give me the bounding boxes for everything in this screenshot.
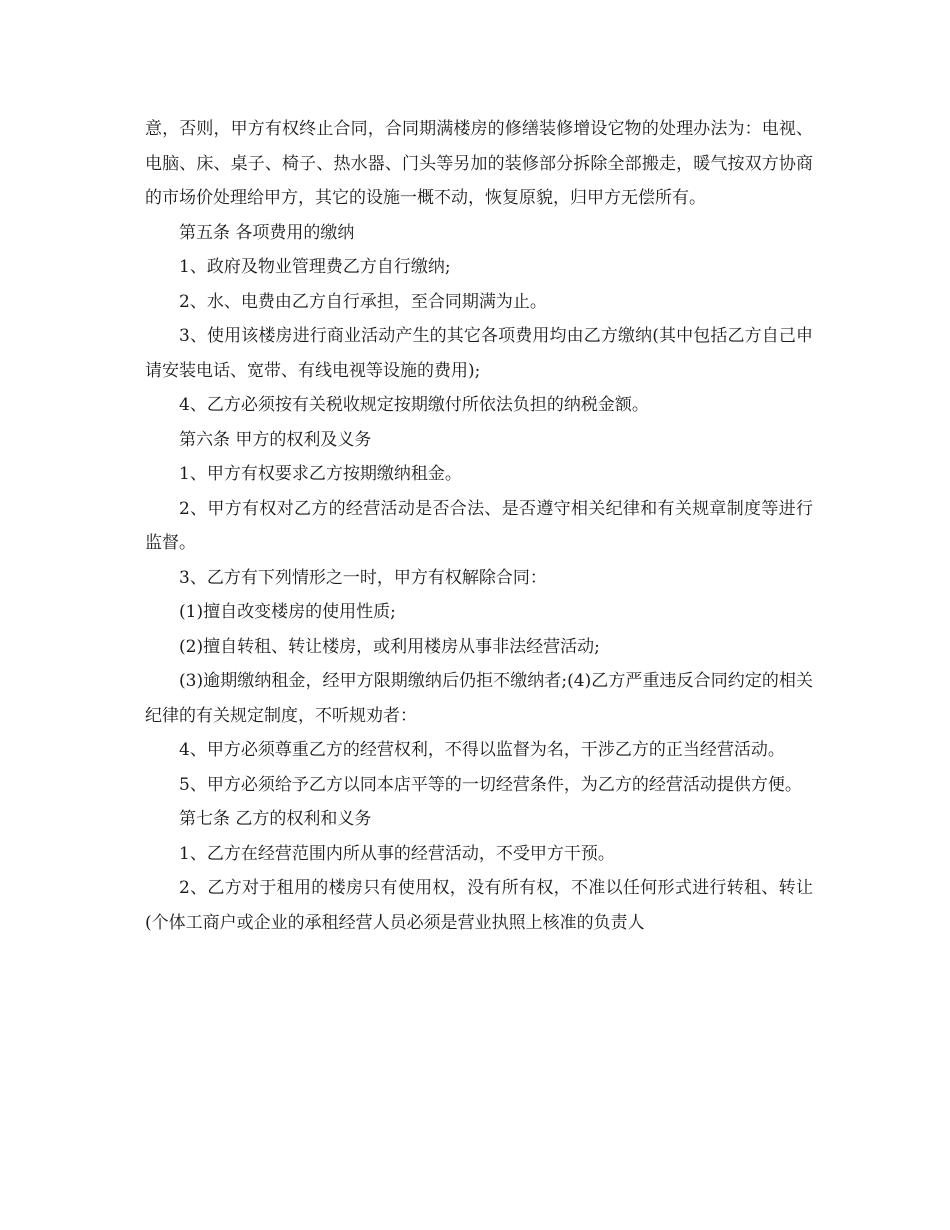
article-7-heading: 第七条 乙方的权利和义务 [179, 809, 372, 829]
article-6-item-1: 1、甲方有权要求乙方按期缴纳租金。 [179, 464, 462, 484]
article-5-heading: 第五条 各项费用的缴纳 [179, 222, 355, 243]
article-5-item-4: 4、乙方必须按有关税收规定按期缴付所依法负担的纳税金额。 [179, 395, 649, 415]
article-6-item-3-sub-2: (2)擅自转租、转让楼房，或利用楼房从事非法经营活动; [179, 636, 600, 657]
article-6-heading: 第六条 甲方的权利及义务 [179, 429, 372, 450]
document-body [145, 112, 813, 940]
article-6-item-3-sub-1: (1)擅自改变楼房的使用性质; [179, 602, 396, 622]
article-6-item-4: 4、甲方必须尊重乙方的经营权利，不得以监督为名，干涉乙方的正当经营活动。 [179, 740, 785, 760]
article-7-item-2: 2、乙方对于租用的楼房只有使用权，没有所有权，不准以任何形式进行转租、转让(个体工商户或企业的承租经营人员必须是营业执照上核准的负责人 [145, 878, 813, 933]
article-6-item-3-sub-3-4: (3)逾期缴纳租金，经甲方限期缴纳后仍拒不缴纳者;(4)乙方严重违反合同约定的相关纪律的有关规定制度，不听规劝者： [145, 671, 813, 726]
article-6-item-5: 5、甲方必须给予乙方以同本店平等的一切经营条件，为乙方的经营活动提供方便。 [179, 774, 802, 795]
article-5-item-3: 3、使用该楼房进行商业活动产生的其它各项费用均由乙方缴纳(其中包括乙方自己申请安装电话、宽带、有线电视等设施的费用); [145, 326, 813, 381]
article-7-item-1: 1、乙方在经营范围内所从事的经营活动，不受甲方干预。 [179, 843, 615, 864]
article-6-item-3: 3、乙方有下列情形之一时，甲方有权解除合同： [179, 567, 547, 588]
article-6-item-2: 2、甲方有权对乙方的经营活动是否合法、是否遵守相关纪律和有关规章制度等进行监督。 [145, 498, 813, 553]
article-5-item-1: 1、政府及物业管理费乙方自行缴纳; [179, 257, 451, 277]
article-5-item-2: 2、水、电费由乙方自行承担，至合同期满为止。 [179, 291, 547, 312]
paragraph-continuation: 意，否则，甲方有权终止合同，合同期满楼房的修缮装修增设它物的处理办法为：电视、电脑、床、桌子、椅子、热水器、门头等另加的装修部分拆除全部搬走，暖气按双方协商的市场价处理给甲方，其它的设施一概不动，恢复原貌，归甲方无偿所有。 [145, 119, 813, 208]
